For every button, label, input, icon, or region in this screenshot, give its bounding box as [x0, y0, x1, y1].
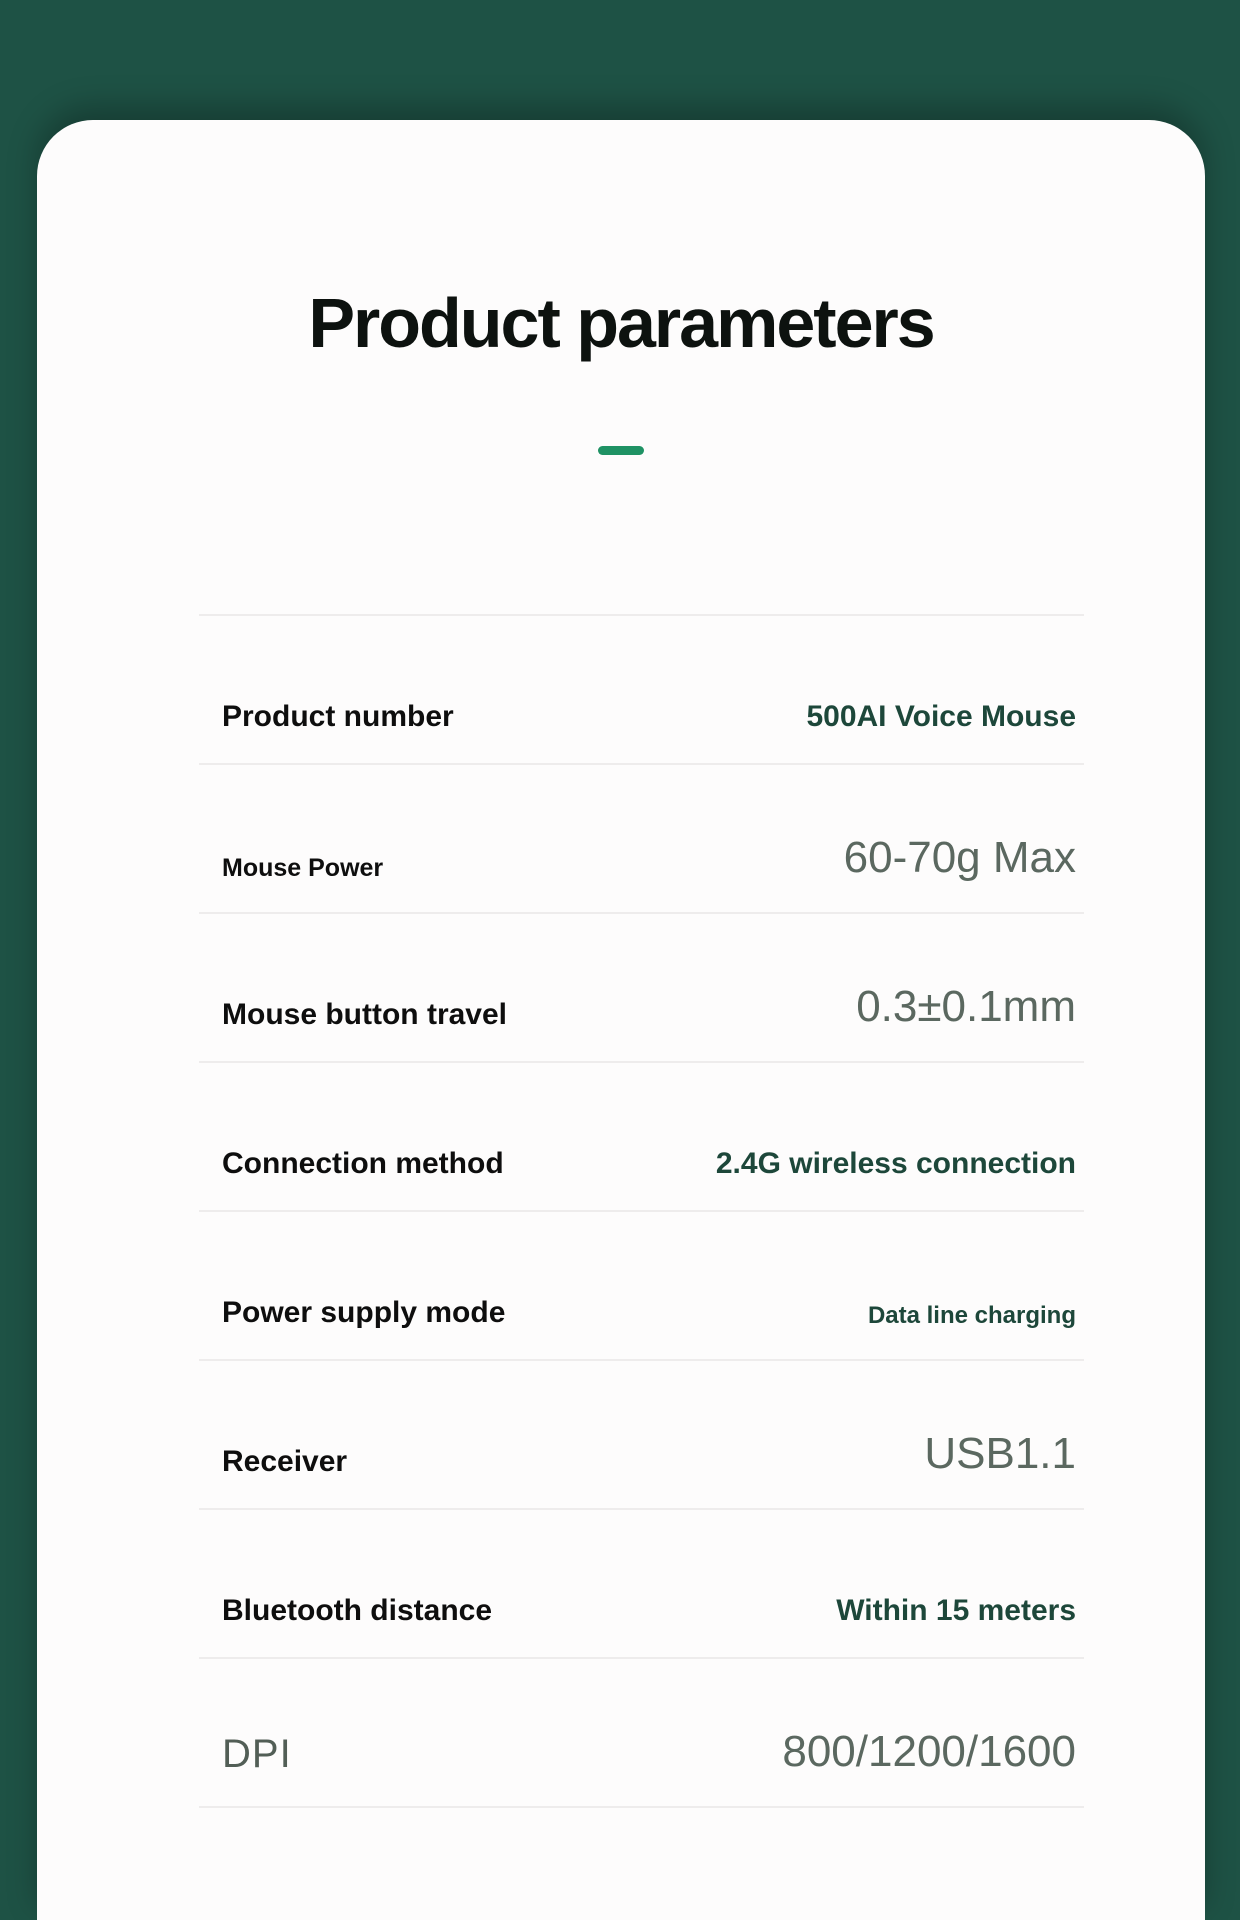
table-row	[199, 1508, 1084, 1657]
table-row	[199, 763, 1084, 912]
param-label: DPI	[222, 1731, 292, 1776]
param-value: USB1.1	[924, 1429, 1076, 1479]
param-label: Power supply mode	[222, 1295, 506, 1329]
param-label: Bluetooth distance	[222, 1593, 493, 1627]
table-row	[199, 614, 1084, 763]
param-value: 2.4G wireless connection	[715, 1146, 1076, 1180]
title-underline-dash	[598, 446, 644, 455]
param-value: Within 15 meters	[836, 1593, 1076, 1627]
param-value: 60-70g Max	[843, 833, 1076, 883]
page-title: Product parameters	[308, 284, 934, 362]
param-value: Data line charging	[867, 1302, 1076, 1330]
parameters-table	[199, 614, 1084, 1808]
param-label: Mouse button travel	[222, 997, 508, 1031]
table-row	[199, 1210, 1084, 1359]
param-value: 800/1200/1600	[782, 1727, 1076, 1777]
table-row	[199, 912, 1084, 1061]
param-label: Connection method	[222, 1146, 504, 1180]
param-value: 0.3±0.1mm	[856, 982, 1076, 1032]
product-parameters-card	[37, 120, 1205, 1920]
table-row	[199, 1359, 1084, 1508]
table-row	[199, 1061, 1084, 1210]
param-label: Mouse Power	[222, 854, 384, 882]
param-label: Product number	[222, 699, 454, 733]
table-row	[199, 1657, 1084, 1806]
param-label: Receiver	[222, 1444, 348, 1478]
param-value: 500AI Voice Mouse	[806, 699, 1076, 733]
